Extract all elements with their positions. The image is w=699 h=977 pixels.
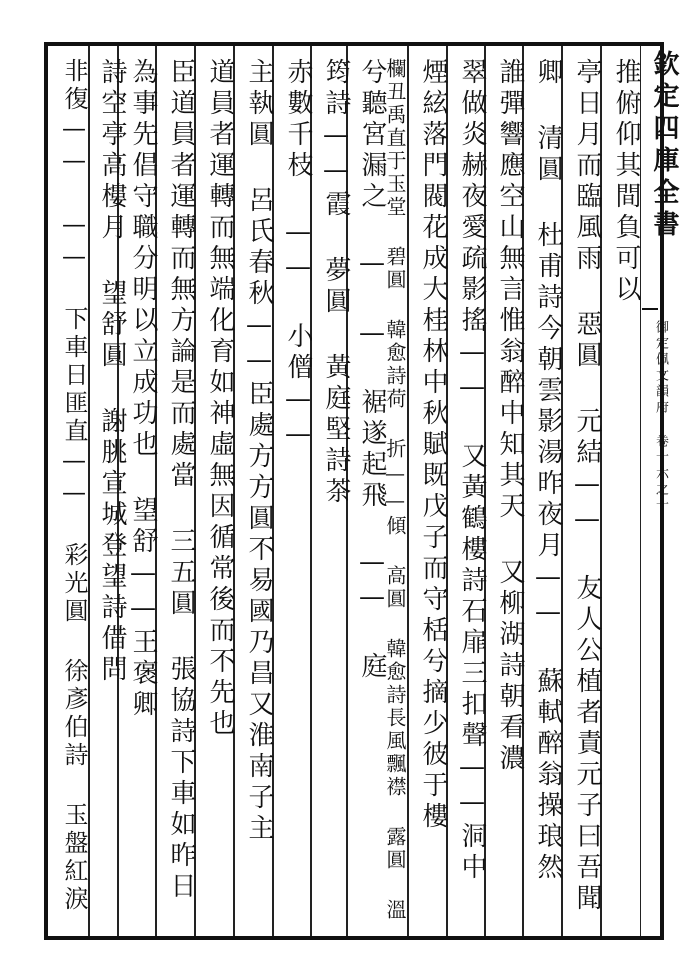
text-column-15: 詩空亭高樓月 望舒圓 謝朓宣城登望詩借問 bbox=[97, 58, 127, 686]
section-label: 御定佩文韻府 卷十六之十 bbox=[653, 320, 668, 514]
text-column-2: 亭日月而臨風雨 惡圓 元結—— 友人公植者責元子曰吾聞 bbox=[572, 58, 602, 915]
text-column-11: 主執圓 呂氏春秋——臣處方方圓不易國乃昌又淮南子主 bbox=[244, 58, 274, 845]
text-column-4: 誰彈響應空山無言惟翁醉中知其天 又柳湖詩朝看濃 bbox=[495, 58, 525, 775]
text-column-6: 煙絃落門閥花成大桂林中秋賦既戊子而守栝兮摘少彼于樓 bbox=[418, 58, 448, 833]
book-title: 欽定四庫全書 bbox=[649, 50, 679, 242]
text-column-5: 翠做炎赫夜愛疏影搖—— 又黃鶴樓詩石扉三扣聲——洞中 bbox=[457, 58, 487, 884]
text-column-3: 卿 清圓 杜甫詩今朝雲影湯昨夜月—— 蘇軾醉翁操琅然 bbox=[533, 58, 563, 884]
text-column-16: 非復—— —— 下車日匪直—— 彩光圓 徐彥伯詩 玉盤紅淚 bbox=[60, 58, 88, 914]
text-column-7: 欄丑禹直于玉堂 碧圓 韓愈詩荷 折——傾 高圓 韓愈詩長風飄襟 露圓 溫 bbox=[383, 58, 407, 922]
text-column-1: 推俯仰其間負可以 bbox=[611, 58, 641, 306]
text-column-13: 臣道員者運轉而無方論是而處當 三五圓 張協詩下車如昨日 bbox=[166, 58, 196, 903]
text-column-14: 為事先倡守職分明以立成功也 望舒——王褒卿 bbox=[128, 58, 158, 721]
text-column-10: 赤數千枝 —— 小僧—— bbox=[283, 58, 313, 454]
text-column-9: 筠詩——霞 夢圓 黃庭堅詩茶 bbox=[321, 58, 351, 508]
text-column-8: 兮聽宮漏之 — — 裾遂起飛 —— 庭 bbox=[357, 58, 387, 683]
text-column-12: 道員者運轉而無端化育如神虛無因循常後而不先也 bbox=[205, 58, 235, 740]
